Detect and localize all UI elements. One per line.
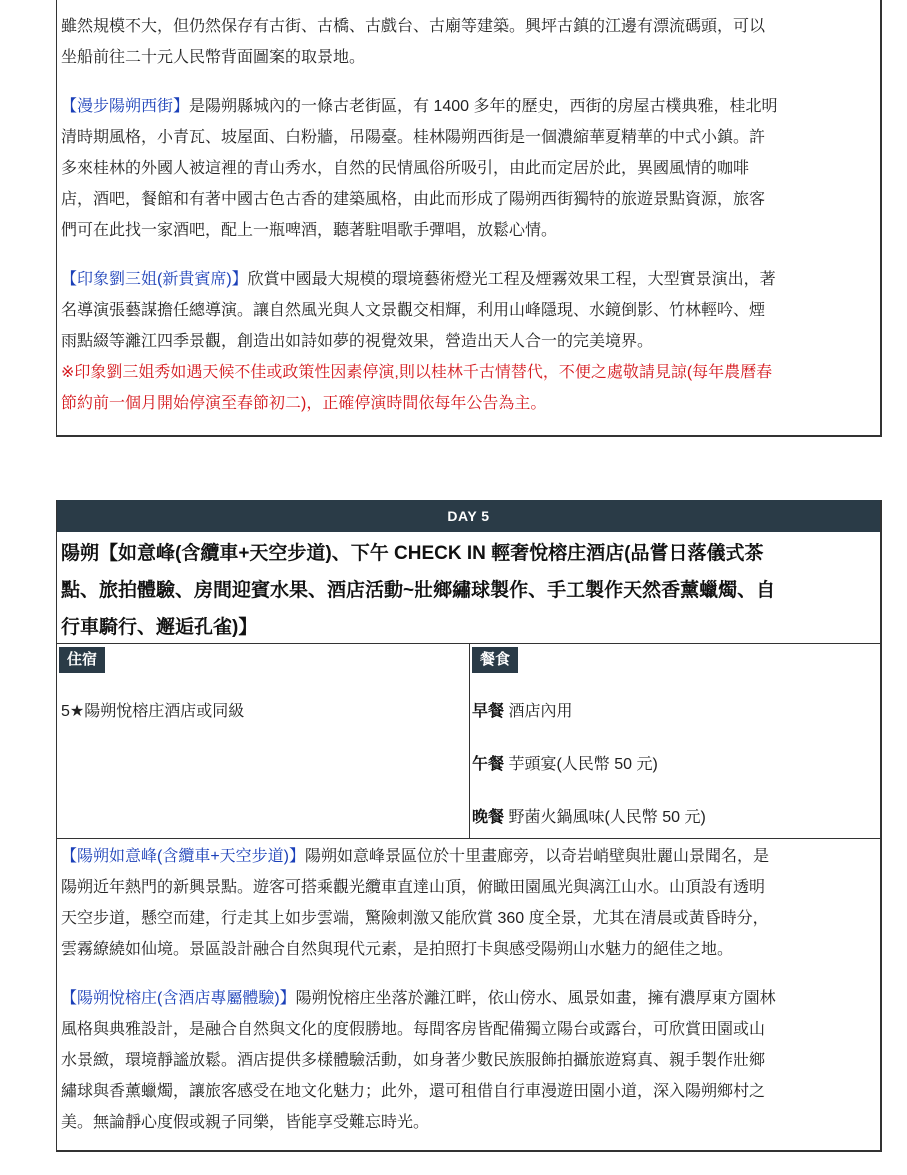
intro-line: 坐船前往二十元人民幣背面圖案的取景地。 xyxy=(61,49,366,66)
impression-show-title: 【印象劉三姐(新貴賓席)】 xyxy=(61,271,248,288)
west-street-paragraph: 【漫步陽朔西街】是陽朔縣城內的一條古老街區，有 1400 多年的歷史，西街的房屋古樸典雅，桂北明 xyxy=(61,98,778,115)
meals-label: 餐食 xyxy=(472,647,518,673)
day-title: 陽朔【如意峰(含纜車+天空步道)、下午 CHECK IN 輕奢悅榕庄酒店(品嘗日落儀式茶 點、旅拍體驗、房間迎賓水果、酒店活動~壯鄉繡球製作、手工製作天然香薰蠟燭、自 行車騎行、邂逅孔雀)】 xyxy=(57,532,880,644)
intro-line: 雖然規模不大，但仍然保存有古街、古橋、古戲台、古廟等建築。興坪古鎮的江邊有漂流碼頭，可以 xyxy=(61,18,766,35)
show-cancellation-notice: 節約前一個月開始停演至春節初二)，正確停演時間依每年公告為主。 xyxy=(61,395,547,412)
west-street-line: 多來桂林的外國人被這裡的青山秀水，自然的民情風俗所吸引，由此而定居於此，異國風情的咖啡 xyxy=(61,160,750,177)
lunch-row: 午餐 芋頭宴(人民幣 50 元) xyxy=(472,756,658,773)
west-street-line: 清時期風格，小青瓦、坡屋面、白粉牆，吊陽臺。桂林陽朔西街是一個濃縮華夏精華的中式小鎮。許 xyxy=(61,129,766,146)
dinner-row: 晚餐 野菌火鍋風味(人民幣 50 元) xyxy=(472,809,706,826)
banyan-tree-line: 美。無論靜心度假或親子同樂，皆能享受難忘時光。 xyxy=(61,1114,430,1131)
ruyi-peak-line: 雲霧繚繞如仙境。景區設計融合自然與現代元素，是拍照打卡與感受陽朔山水魅力的絕佳之地。 xyxy=(61,941,734,958)
breakfast-row: 早餐 酒店內用 xyxy=(472,703,573,720)
ruyi-peak-line: 陽朔近年熱門的新興景點。遊客可搭乘觀光纜車直達山頂，俯瞰田園風光與漓江山水。山頂設有透明 xyxy=(61,879,766,896)
top-itinerary-section xyxy=(56,0,882,437)
meals-column xyxy=(470,644,880,838)
banyan-tree-paragraph: 【陽朔悅榕庄(含酒店專屬體驗)】陽朔悅榕庄坐落於灕江畔，依山傍水、風景如畫，擁有濃厚東方園林 xyxy=(61,990,776,1007)
ruyi-peak-paragraph: 【陽朔如意峰(含纜車+天空步道)】陽朔如意峰景區位於十里畫廊旁，以奇岩峭壁與壯麗山景聞名，是 xyxy=(61,848,770,865)
day5-description xyxy=(57,839,880,1138)
banyan-tree-line: 水景緻，環境靜謐放鬆。酒店提供多樣體驗活動，如身著少數民族服飾拍攝旅遊寫真、親手製作壯鄉 xyxy=(61,1052,766,1069)
banyan-tree-line: 繡球與香薰蠟燭，讓旅客感受在地文化魅力；此外，還可租借自行車漫遊田園小道，深入陽朔鄉村之 xyxy=(61,1083,766,1100)
ruyi-peak-line: 天空步道，懸空而建，行走其上如步雲端，驚險刺激又能欣賞 360 度全景，尤其在清晨或黃昏時分， xyxy=(61,910,769,927)
ruyi-peak-title: 【陽朔如意峰(含纜車+天空步道)】 xyxy=(61,848,306,865)
banyan-tree-line: 風格與典雅設計，是融合自然與文化的度假勝地。每間客房皆配備獨立陽台或露台，可欣賞田園或山 xyxy=(61,1021,766,1038)
day5-section xyxy=(56,500,882,1152)
impression-show-line: 名導演張藝謀擔任總導演。讓自然風光與人文景觀交相輝，利用山峰隱現、水鏡倒影、竹林輕吟、煙 xyxy=(61,302,766,319)
west-street-title: 【漫步陽朔西街】 xyxy=(61,98,190,115)
banyan-tree-title: 【陽朔悅榕庄(含酒店專屬體驗)】 xyxy=(61,990,296,1007)
lodging-column xyxy=(57,644,470,838)
day-label: DAY 5 xyxy=(57,500,880,532)
lodging-label: 住宿 xyxy=(59,647,105,673)
west-street-line: 們可在此找一家酒吧，配上一瓶啤酒，聽著駐唱歌手彈唱，放鬆心情。 xyxy=(61,222,558,239)
west-street-line: 店，酒吧，餐館和有著中國古色古香的建築風格，由此而形成了陽朔西街獨特的旅遊景點資源，旅客 xyxy=(61,191,766,208)
hotel-name: 5★陽朔悅榕庄酒店或同級 xyxy=(61,703,245,720)
impression-show-line: 雨點綴等灕江四季景觀，創造出如詩如夢的視覺效果，營造出天人合一的完美境界。 xyxy=(61,333,654,350)
show-cancellation-notice: ※印象劉三姐秀如遇天候不佳或政策性因素停演,則以桂林千古情替代，不便之處敬請見諒(每年農曆春 xyxy=(61,364,773,381)
lodging-meals-grid xyxy=(57,644,880,839)
impression-show-paragraph: 【印象劉三姐(新貴賓席)】欣賞中國最大規模的環境藝術燈光工程及煙霧效果工程，大型實景演出，著 xyxy=(61,271,776,288)
